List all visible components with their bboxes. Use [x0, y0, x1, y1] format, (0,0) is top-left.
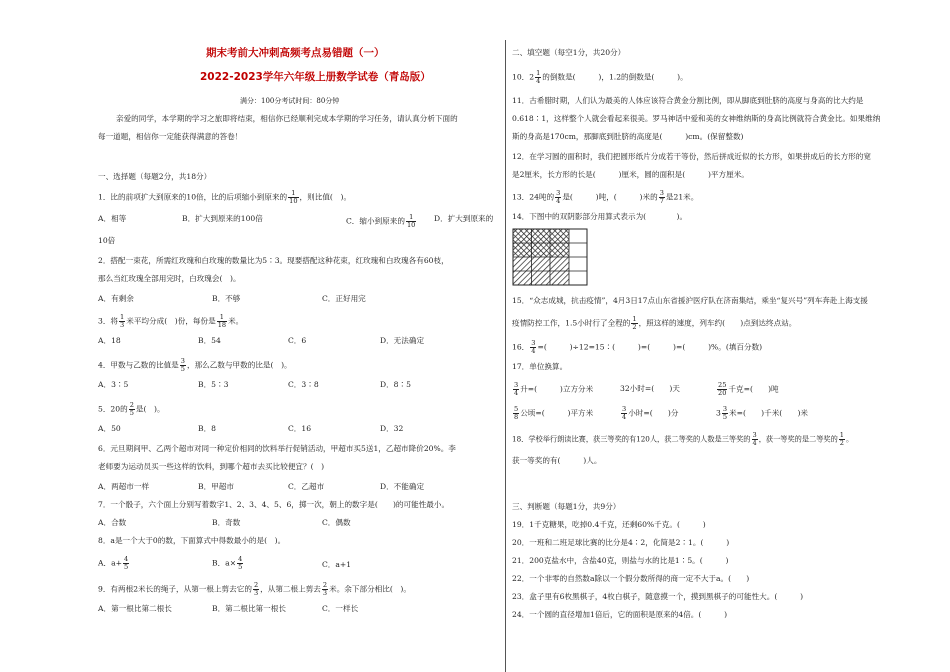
q7-option-b: B．奇数 [212, 518, 241, 527]
question-19: 19．1千克糖果，吃掉0.4千克，还剩60%千克。( ) [512, 520, 706, 529]
q9-option-a: A．第一根比第二根长 [98, 604, 172, 613]
question-10: 10．2 $\frac{1}{4}$ 的倒数是( )，1.2的倒数是( )。 [512, 69, 688, 85]
q5-option-b: B．8 [198, 424, 217, 433]
q9-option-c: C．一样长 [322, 604, 359, 613]
q2-option-b: B．不够 [212, 294, 241, 303]
q1-option-a: A．相等 [98, 214, 127, 223]
q1-option-d-cont: 10倍 [98, 236, 116, 245]
question-18-line-2: 获一等奖的有( )人。 [512, 456, 602, 465]
fraction: $\frac{1}{2}$ [632, 315, 637, 331]
question-1: 1．比的前项扩大到原来的10倍，比的后项缩小到原来的 $\frac{1}{10}$ ，则比值( )。 [98, 189, 352, 205]
fraction: $\frac{2}{5}$ [129, 401, 134, 417]
q17-row1-c: $\frac{25}{20}$ 千克=( )吨 [718, 381, 779, 397]
fraction: $\frac{1}{18}$ [217, 313, 227, 329]
q5-option-a: A．50 [98, 424, 121, 433]
fraction: $\frac{3}{5}$ [722, 405, 728, 421]
fraction: $\frac{5}{8}$ [514, 405, 519, 421]
q2-option-c: C．正好用完 [322, 294, 366, 303]
question-3: 3．将 $\frac{1}{3}$ 米平均分成( )份，每份是 $\frac{1}{18}$ 米。 [98, 313, 244, 329]
fraction: $\frac{4}{5}$ [238, 555, 243, 571]
q6-option-d: D．不能确定 [380, 482, 425, 491]
q6-option-b: B．甲超市 [198, 482, 234, 491]
intro-line-1: 亲爱的同学，本学期的学习之旅即将结束，相信你已经顺利完成本学期的学习任务，请认真分析下面的 [116, 114, 458, 123]
q6-option-a: A．两超市一样 [98, 482, 150, 491]
exam-subtitle: 2022-2023学年六年级上册数学试卷（青岛版） [200, 71, 431, 83]
q17-row1-a: $\frac{3}{4}$ 升=( )立方分米 [514, 381, 594, 397]
question-15-line-1: 15．“众志成城，抗击疫情”，4月3日17点山东省援沪医疗队在济南集结，乘坐“复兴号”列车奔赴上海支援 [512, 296, 868, 305]
question-9: 9．有两根2米长的绳子，从第一根上剪去它的 $\frac{2}{3}$ ，从第二根上剪去 $\frac{2}{3}$ 米。余下部分相比( )。 [98, 581, 411, 597]
fraction: $\frac{25}{20}$ [718, 381, 727, 397]
fraction: $\frac{3}{7}$ [659, 189, 664, 205]
question-6-line-2: 老师要为运动员买一些这样的饮料，到哪个超市去买比较便宜？( ) [98, 462, 325, 471]
exam-title: 期末考前大冲刺高频考点易错题（一） [206, 47, 385, 59]
q4-option-b: B．5∶3 [198, 380, 229, 389]
exam-meta: 满分：100分考试时间：80分钟 [240, 97, 340, 105]
fraction: $\frac{1}{10}$ [289, 189, 298, 205]
question-14: 14．下图中的双阴影部分用算式表示为( )。 [512, 212, 688, 221]
fraction: $\frac{3}{5}$ [180, 357, 185, 373]
fraction: $\frac{1}{10}$ [406, 213, 416, 229]
question-2-line-2: 那么当红玫瑰全部用完时，白玫瑰会( )。 [98, 274, 241, 283]
question-5: 5．20的 $\frac{2}{5}$ 是( )。 [98, 401, 165, 417]
section-1-heading: 一、选择题（每题2分，共18分） [98, 172, 212, 181]
question-17: 17．单位换算。 [512, 362, 568, 371]
q5-option-d: D．32 [380, 424, 404, 433]
question-11-line-1: 11．古希腊时期，人们认为最美的人体应该符合黄金分割比例，即从脚底到肚脐的高度与身高的比大约是 [512, 96, 864, 105]
q17-row2-a: $\frac{5}{8}$ 公顷=( )平方米 [514, 405, 594, 421]
section-3-heading: 三、判断题（每题1分，共9分） [512, 502, 621, 511]
q6-option-c: C．乙超市 [288, 482, 325, 491]
question-12-line-1: 12．在学习圆的面积时，我们把圆形纸片分成若干等份，然后拼成近似的长方形，如果拼成后的长方形的宽 [512, 152, 871, 161]
q17-row2-c: 3 $\frac{3}{5}$ 米=( )千米( )米 [716, 405, 809, 421]
q4-option-d: D．8∶5 [380, 380, 411, 389]
q17-row2-b: $\frac{3}{4}$ 小时=( )分 [622, 405, 679, 421]
q3-option-d: D．无法确定 [380, 336, 425, 345]
q8-option-c: C．a+1 [322, 560, 352, 569]
section-2-heading: 二、填空题（每空1分，共20分） [512, 48, 626, 57]
question-6-line-1: 6．元旦期间甲、乙两个超市对同一种定价相同的饮料举行促销活动，甲超市买5送1，乙超市降价20%。李 [98, 444, 456, 453]
column-divider [505, 40, 506, 672]
q3-option-c: C．6 [288, 336, 307, 345]
intro-line-2: 每一道题，相信你一定能获得满意的答卷！ [98, 132, 243, 141]
q3-option-b: B．54 [198, 336, 221, 345]
question-20: 20．一班和二班足球比赛的比分是4∶2，化简是2∶1。( ) [512, 538, 730, 547]
fraction: $\frac{3}{4}$ [514, 381, 519, 397]
question-7: 7．一个骰子，六个面上分别写着数字1、2、3、4、5、6，掷一次，朝上的数字是( )的可能性最小。 [98, 500, 450, 509]
question-8: 8．a是一个大于0的数，下面算式中得数最小的是( )。 [98, 536, 286, 545]
question-24: 24．一个圆的直径增加1倍后，它的面积是原来的4倍。( ) [512, 610, 728, 619]
q2-option-a: A．有剩余 [98, 294, 134, 303]
q7-option-c: C．偶数 [322, 518, 351, 527]
fraction: $\frac{2}{3}$ [253, 581, 259, 597]
q4-option-c: C．3∶8 [288, 380, 319, 389]
question-11-line-3: 斯的身高是170cm，那脚底到肚脐的高度是( )cm。(保留整数) [512, 132, 744, 141]
q9-option-b: B．第二根比第一根长 [212, 604, 286, 613]
q3-option-a: A．18 [98, 336, 121, 345]
question-12-line-2: 是2厘米，长方形的长是( )厘米，圆的面积是( )平方厘米。 [512, 170, 749, 179]
q8-option-b: B．a× $\frac{4}{5}$ [212, 555, 243, 571]
q1-option-c: C．缩小到原来的 $\frac{1}{10}$ [346, 213, 416, 229]
q5-option-c: C．16 [288, 424, 312, 433]
q1-option-b: B．扩大到原来的100倍 [182, 214, 263, 223]
q7-option-a: A．合数 [98, 518, 127, 527]
fraction: $\frac{1}{2}$ [839, 431, 844, 447]
question-2-line-1: 2．搭配一束花，所需红玫瑰和白玫瑰的数量比为5∶3。现要搭配这种花束，红玫瑰和白玫瑰各有60枝， [98, 256, 449, 265]
fraction: $\frac{3}{4}$ [622, 405, 627, 421]
q8-option-a: A．a+ $\frac{4}{5}$ [98, 555, 129, 571]
question-4: 4．甲数与乙数的比值是 $\frac{3}{5}$ ，那么乙数与甲数的比是( )。 [98, 357, 292, 373]
question-11-line-2: 0.618∶1，这样整个人就会看起来很美。罗马神话中爱和美的女神维纳斯的身高比例就符合黄金比。如果维纳 [512, 114, 881, 123]
question-22: 22．一个非零的自然数a除以一个假分数所得的商一定不大于a。( ) [512, 574, 750, 583]
question-16: 16． $\frac{3}{4}$ =( )÷12=15∶( )=( )=( )%。(填百分数) [512, 339, 763, 355]
hatched-fraction-figure [512, 228, 588, 286]
question-23: 23．盒子里有6枚黑棋子，4枚白棋子，随意摸一个，摸到黑棋子的可能性大。( ) [512, 592, 804, 601]
question-18: 18．学校举行朗读比赛，获三等奖的有120人，获二等奖的人数是三等奖的 $\frac{3}{4}$ ，获一等奖的是二等奖的 $\frac{1}{2}$ 。 [512, 431, 854, 447]
question-13: 13．24吨的 $\frac{3}{4}$ 是( )吨，( )米的 $\frac{3}{7}$ 是21米。 [512, 189, 699, 205]
fraction: $\frac{1}{4}$ [536, 69, 541, 85]
fraction: $\frac{2}{3}$ [322, 581, 328, 597]
question-15-line-2: 疫情防控工作，1.5小时行了全程的 $\frac{1}{2}$ ，照这样的速度，列车约( )点到达终点站。 [512, 315, 797, 331]
question-21: 21．200克盐水中，含盐40克，则盐与水的比是1∶5。( ) [512, 556, 729, 565]
fraction: $\frac{3}{4}$ [531, 339, 536, 355]
fraction: $\frac{3}{4}$ [752, 431, 757, 447]
fraction: $\frac{3}{4}$ [556, 189, 561, 205]
q4-option-a: A．3∶5 [98, 380, 129, 389]
fraction: $\frac{4}{5}$ [123, 555, 129, 571]
q1-option-d: D．扩大到原来的 [434, 214, 494, 223]
q17-row1-b: 32小时=( )天 [620, 384, 680, 393]
fraction: $\frac{1}{3}$ [120, 313, 125, 329]
